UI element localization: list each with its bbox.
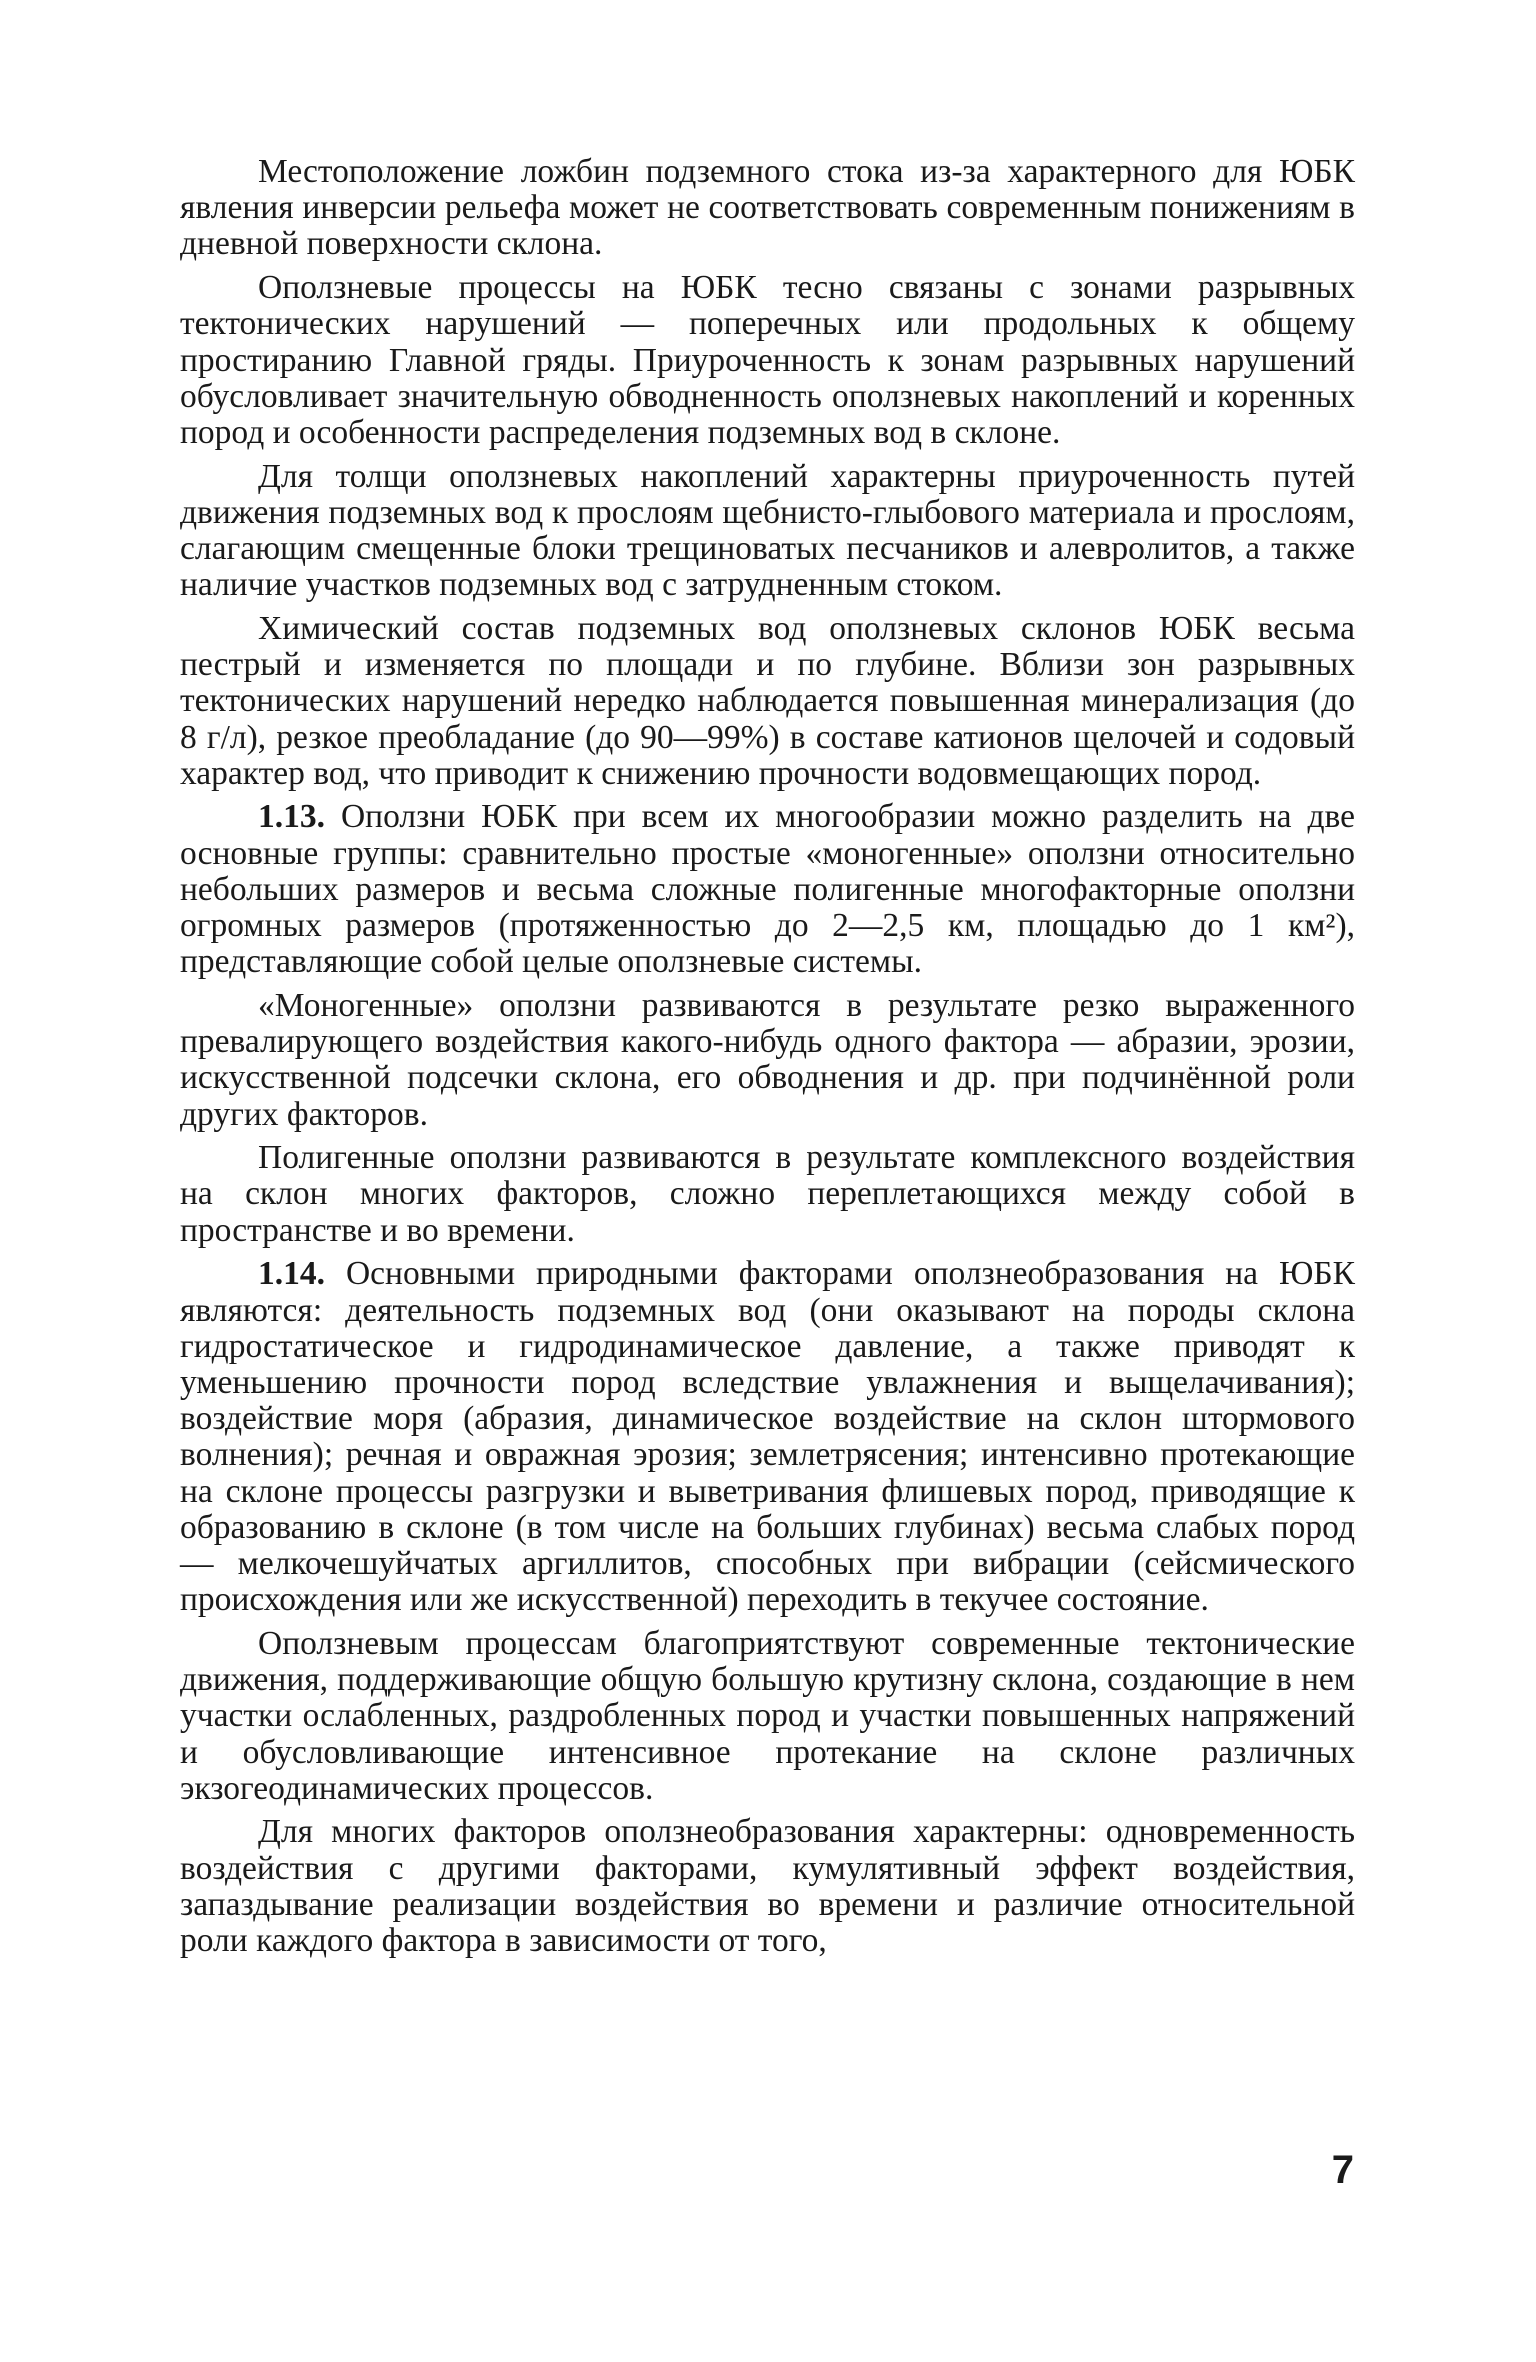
paragraph-monogenic: «Моногенные» оползни развиваются в результате резко выраженного превалирующего воздействия какого-нибудь одного фактора — абразии, эрозии, искусственной подсечки склона, его обводнения и др. при подчинённой роли других факторов. [180, 986, 1355, 1133]
body-text [180, 154, 1355, 1959]
paragraph-section-1-14: 1.14. Основными природными факторами оползнеобразования на ЮБК являются: деятельность подземных вод (они оказывают на породы склона гидростатическое и гидродинамическое давление, а также приводят к уменьшению прочности пород вследствие увлажнения и выщелачивания); воздействие моря (абразия, динамическое воздействие на склон штормового волнения); речная и овражная эрозия; землетрясения; интенсивно протекающие на склоне процессы разгрузки и выветривания флишевых пород, приводящие к образованию в склоне (в том числе на больших глубинах) весьма слабых пород — мелкочешуйчатых аргиллитов, способных при вибрации (сейсмического происхождения или же искусственной) переходить в текучее состояние. [180, 1255, 1355, 1619]
section-number: 1.13. [258, 798, 325, 836]
paragraph-section-1-13: 1.13. Оползни ЮБК при всем их многообразии можно разделить на две основные группы: сравнительно простые «моногенные» оползни относительно небольших размеров и весьма сложные полигенные многофакторные оползни огромных размеров (протяженностью до 2—2,5 км, площадью до 1 км²), представляющие собой целые оползневые системы. [180, 798, 1356, 981]
page-number: 7 [1331, 2148, 1354, 2192]
paragraph-landslide-deposits: Для толщи оползневых накоплений характерны приуроченность путей движения подземных вод к прослоям щебнисто-глыбового материала и прослоям, слагающим смещенные блоки трещиноватых песчаников и алевролитов, а также наличие участков подземных вод с затрудненным стоком. [180, 457, 1355, 604]
section-number: 1.14. [258, 1255, 325, 1293]
paragraph-factors: Для многих факторов оползнеобразования характерны: одновременность воздействия с другими факторами, кумулятивный эффект воздействия, запаздывание реализации воздействия во времени и различие относительной роли каждого фактора в зависимости от того, [180, 1813, 1355, 1960]
paragraph-tectonic-zones: Оползневые процессы на ЮБК тесно связаны с зонами разрывных тектонических нарушений — поперечных или продольных к общему простиранию Главной гряды. Приуроченность к зонам разрывных нарушений обусловливает значительную обводненность оползневых накоплений и коренных пород и особенности распределения подземных вод в склоне. [180, 269, 1355, 451]
paragraph-polygenic: Полигенные оползни развиваются в результате комплексного воздействия на склон многих факторов, сложно переплетающихся между собой в пространстве и во времени. [180, 1139, 1355, 1249]
paragraph-tectonic-movements: Оползневым процессам благоприятствуют современные тектонические движения, поддерживающие общую большую крутизну склона, создающие в нем участки ослабленных, раздробленных пород и участки повышенных напряжений и обусловливающие интенсивное протекание на склоне различных экзогеодинамических процессов. [180, 1624, 1355, 1807]
paragraph-chemical-composition: Химический состав подземных вод оползневых склонов ЮБК весьма пестрый и изменяется по площади и по глубине. Вблизи зон разрывных тектонических нарушений нередко наблюдается повышенная минерализация (до 8 г/л), резкое преобладание (до 90—99%) в составе катионов щелочей и содовый характер вод, что приводит к снижению прочности водовмещающих пород. [180, 609, 1355, 792]
paragraph-inversion: Местоположение ложбин подземного стока из-за характерного для ЮБК явления инверсии рельефа может не соответствовать современным понижениям в дневной поверхности склона. [180, 153, 1355, 263]
